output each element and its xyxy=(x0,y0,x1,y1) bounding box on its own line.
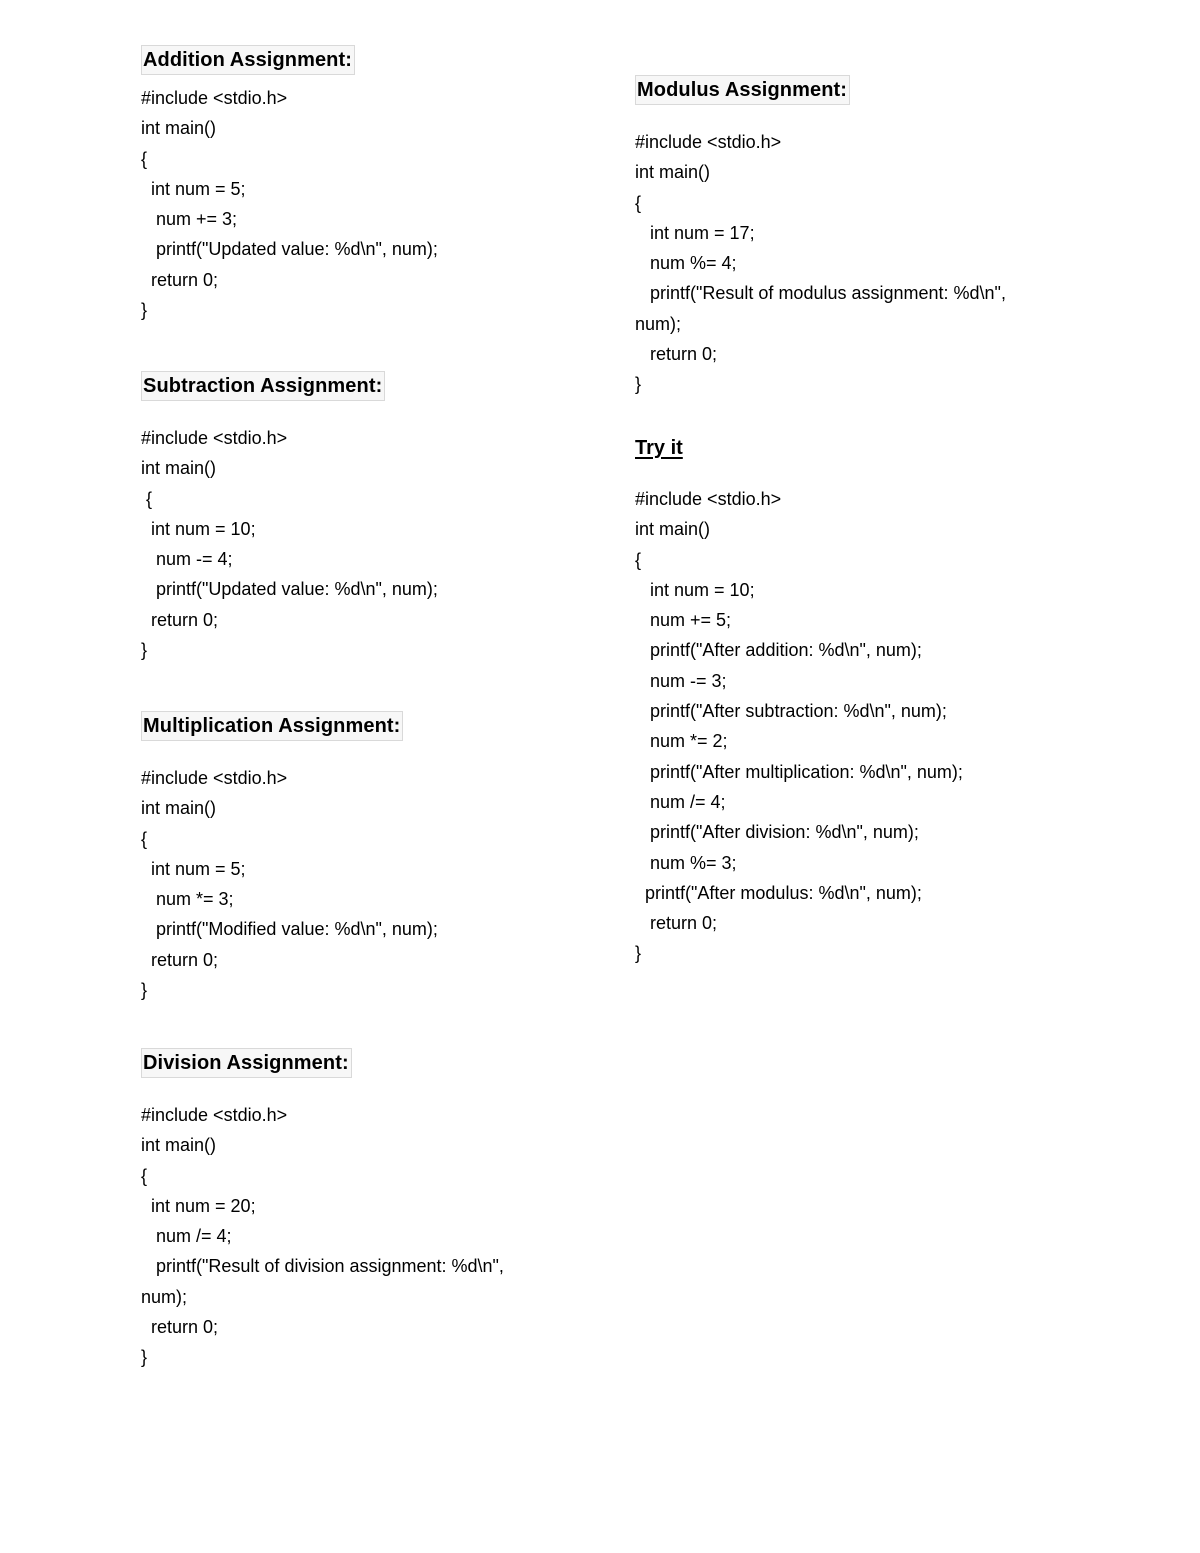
heading-subtraction: Subtraction Assignment: xyxy=(141,371,385,401)
code-line: } xyxy=(141,640,148,661)
code-line: } xyxy=(635,943,642,964)
code-line: } xyxy=(141,980,148,1001)
code-line: } xyxy=(635,374,642,395)
code-line: { xyxy=(141,828,148,849)
code-line: int num = 17; xyxy=(635,222,755,243)
code-line: int main() xyxy=(141,798,217,819)
heading-addition: Addition Assignment: xyxy=(141,45,355,75)
code-line: num /= 4; xyxy=(141,1226,232,1247)
code-line: printf("Modified value: %d\n", num); xyxy=(141,919,438,940)
heading-multiplication: Multiplication Assignment: xyxy=(141,711,403,741)
section-try-it xyxy=(635,434,963,969)
code-line: } xyxy=(141,1347,148,1368)
code-line: return 0; xyxy=(635,344,718,365)
section-subtraction xyxy=(141,371,438,665)
heading-modulus: Modulus Assignment: xyxy=(635,75,850,105)
code-line: num); xyxy=(141,1286,188,1307)
code-line: num *= 2; xyxy=(635,731,728,752)
code-block-division xyxy=(141,1100,504,1373)
code-block-multiplication xyxy=(141,763,438,1005)
code-line: return 0; xyxy=(141,1317,219,1338)
code-line: num %= 4; xyxy=(635,253,737,274)
code-line: int num = 5; xyxy=(141,178,246,199)
code-line: #include <stdio.h> xyxy=(141,88,288,108)
code-line: num %= 3; xyxy=(635,852,737,873)
code-line: { xyxy=(141,488,153,509)
code-line: return 0; xyxy=(635,913,718,934)
heading-division: Division Assignment: xyxy=(141,1048,352,1078)
code-line: { xyxy=(635,549,642,570)
code-line: printf("Updated value: %d\n", num); xyxy=(141,579,438,600)
code-line: int num = 5; xyxy=(141,858,246,879)
code-line: int main() xyxy=(635,519,711,540)
code-block-try-it xyxy=(635,484,963,969)
code-line: printf("After subtraction: %d\n", num); xyxy=(635,701,947,722)
code-line: #include <stdio.h> xyxy=(635,132,782,152)
code-line: printf("After multiplication: %d\n", num); xyxy=(635,761,963,782)
code-line: #include <stdio.h> xyxy=(141,428,288,448)
code-line: printf("Result of division assignment: %d\n", xyxy=(141,1256,504,1277)
code-line: num += 3; xyxy=(141,209,238,230)
code-line: num); xyxy=(635,313,682,334)
code-line: return 0; xyxy=(141,609,219,630)
code-line: int main() xyxy=(635,162,711,183)
code-line: printf("Result of modulus assignment: %d\n", xyxy=(635,283,1006,304)
code-line: int num = 10; xyxy=(635,579,755,600)
code-line: #include <stdio.h> xyxy=(635,489,782,509)
code-line: num -= 4; xyxy=(141,549,233,570)
code-line: int main() xyxy=(141,1135,217,1156)
code-line: printf("Updated value: %d\n", num); xyxy=(141,239,438,260)
code-line: num += 5; xyxy=(635,610,732,631)
code-line: int num = 10; xyxy=(141,518,256,539)
code-line: { xyxy=(635,192,642,213)
code-line: int num = 20; xyxy=(141,1195,256,1216)
code-line: printf("After modulus: %d\n", num); xyxy=(635,882,922,903)
code-line: { xyxy=(141,1165,148,1186)
code-line: { xyxy=(141,148,148,169)
code-line: #include <stdio.h> xyxy=(141,768,288,788)
code-line: num /= 4; xyxy=(635,791,726,812)
code-line: num *= 3; xyxy=(141,889,234,910)
section-division xyxy=(141,1048,504,1373)
code-block-addition xyxy=(141,83,438,325)
code-block-subtraction xyxy=(141,423,438,665)
code-line: return 0; xyxy=(141,949,219,970)
code-line: } xyxy=(141,300,148,321)
code-line: return 0; xyxy=(141,269,219,290)
code-line: #include <stdio.h> xyxy=(141,1105,288,1125)
heading-try-it: Try it xyxy=(635,437,683,459)
section-modulus xyxy=(635,75,1006,400)
section-addition xyxy=(141,45,438,325)
code-line: int main() xyxy=(141,458,217,479)
code-line: num -= 3; xyxy=(635,670,727,691)
code-block-modulus xyxy=(635,127,1006,400)
code-line: int main() xyxy=(141,118,217,139)
code-line: printf("After division: %d\n", num); xyxy=(635,822,919,843)
code-line: printf("After addition: %d\n", num); xyxy=(635,640,922,661)
section-multiplication xyxy=(141,711,438,1005)
